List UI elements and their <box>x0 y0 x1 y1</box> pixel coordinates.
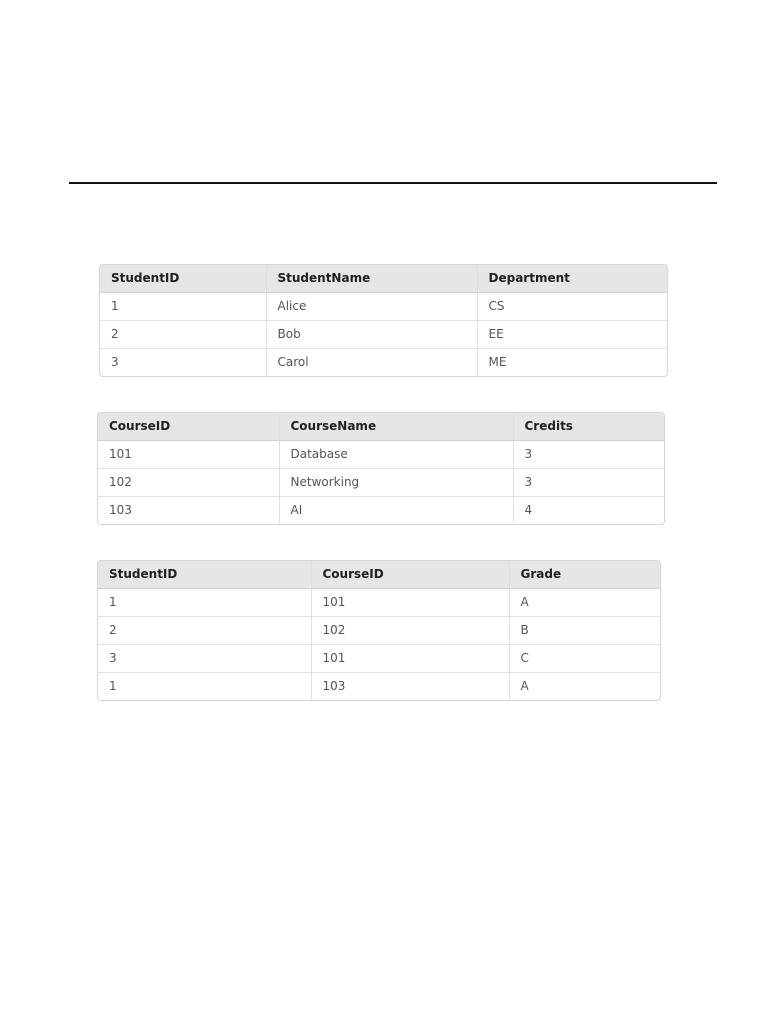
table-header-row <box>100 265 667 293</box>
table-row <box>100 349 667 377</box>
table-row <box>98 617 660 645</box>
column-header: Department <box>477 265 667 293</box>
table-cell: AI <box>279 497 513 525</box>
column-header: StudentID <box>100 265 266 293</box>
column-header: StudentName <box>266 265 477 293</box>
table-row <box>98 469 664 497</box>
table-cell: 3 <box>100 349 266 377</box>
table-cell: 3 <box>98 645 311 673</box>
table-cell: Bob <box>266 321 477 349</box>
table-cell: 1 <box>111 299 119 313</box>
students-table <box>99 264 668 377</box>
column-header: Credits <box>513 413 664 441</box>
table-cell: 103 <box>311 673 509 701</box>
table-cell: Alice <box>266 293 477 321</box>
table-cell: C <box>509 645 660 673</box>
table-cell: 3 <box>513 469 664 497</box>
table-cell: 103 <box>98 497 279 525</box>
column-header: StudentID <box>98 561 311 589</box>
column-header: CourseID <box>311 561 509 589</box>
column-header: Grade <box>509 561 660 589</box>
courses-table <box>97 412 665 525</box>
table-cell: EE <box>477 321 667 349</box>
table-cell: 2 <box>100 321 266 349</box>
table-row <box>98 589 660 617</box>
table-header-row <box>98 413 664 441</box>
table-cell: 2 <box>98 617 311 645</box>
table-cell: Database <box>279 441 513 469</box>
table-row <box>98 441 664 469</box>
table-cell: 101 <box>311 589 509 617</box>
table-cell: 3 <box>513 441 664 469</box>
table-row <box>98 497 664 525</box>
table-cell: 4 <box>513 497 664 525</box>
enrollments-table <box>97 560 661 701</box>
table-cell: Networking <box>279 469 513 497</box>
table-cell: 1 <box>98 673 311 701</box>
table-cell: A <box>509 589 660 617</box>
table-row <box>98 645 660 673</box>
table-cell: ME <box>477 349 667 377</box>
table-header-row <box>98 561 660 589</box>
table-row <box>98 673 660 701</box>
table-cell: Carol <box>266 349 477 377</box>
horizontal-rule <box>69 182 717 184</box>
table-row <box>100 293 667 321</box>
table-cell: 101 <box>311 645 509 673</box>
table-cell: A <box>509 673 660 701</box>
table-cell: CS <box>477 293 667 321</box>
table-cell: 102 <box>98 469 279 497</box>
column-header: CourseID <box>98 413 279 441</box>
table-cell: B <box>509 617 660 645</box>
table-cell: 101 <box>109 447 132 461</box>
table-cell: 1 <box>109 595 117 609</box>
column-header: CourseName <box>279 413 513 441</box>
table-row <box>100 321 667 349</box>
table-cell: 102 <box>311 617 509 645</box>
